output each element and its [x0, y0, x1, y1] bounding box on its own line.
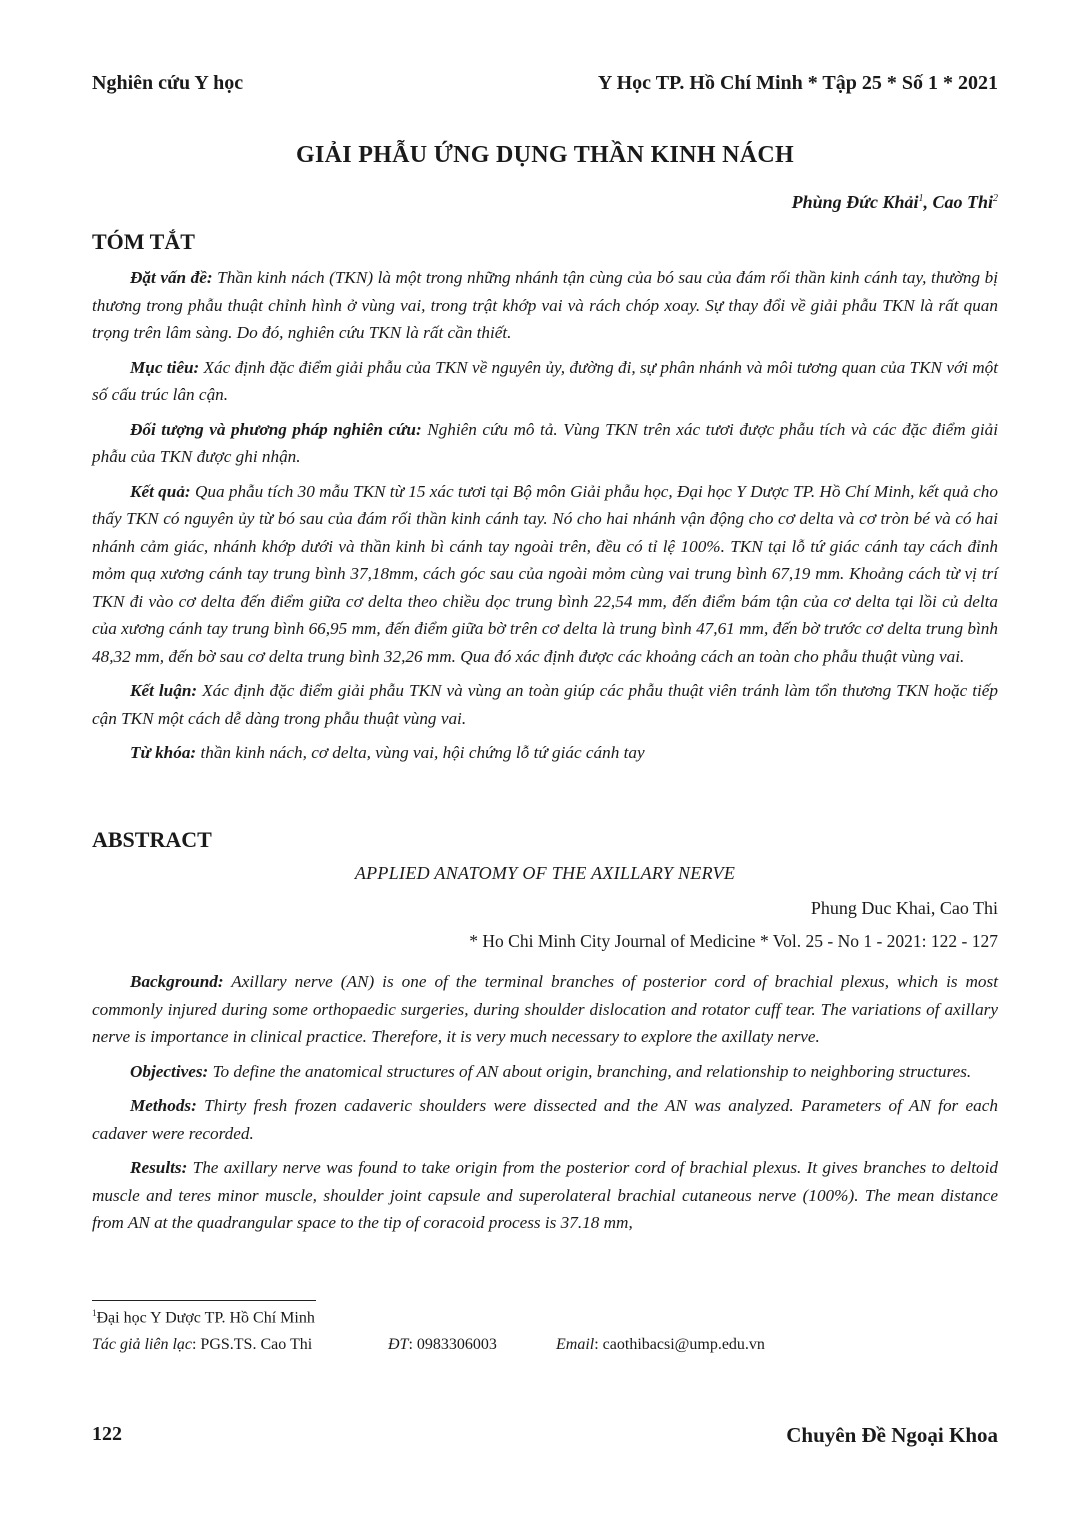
abstract-objectives-label: Objectives: [130, 1061, 209, 1081]
article-authors [792, 192, 998, 213]
abstract-objectives [92, 1058, 998, 1086]
footnote-affil-marker: 1 [92, 1308, 97, 1318]
footnote-phone [388, 1336, 556, 1354]
footnote-email [556, 1336, 765, 1354]
running-header-right: Y Học TP. Hồ Chí Minh * Tập 25 * Số 1 * 2021 [597, 72, 998, 94]
summary-methods-text: Nghiên cứu mô tả. Vùng TKN trên xác tươi được phẫu tích và các đặc điểm giải phẫu của TKN được ghi nhận. [92, 419, 998, 466]
email-label: Email [556, 1336, 595, 1353]
contact-value: : PGS.TS. Cao Thi [191, 1336, 313, 1353]
author-1-affil: 1 [918, 193, 924, 204]
abstract-background [92, 968, 998, 1051]
phone-label: ĐT [388, 1336, 409, 1353]
page-number: 122 [92, 1423, 122, 1445]
summary-background-label: Đặt vấn đề: [130, 268, 213, 287]
summary-methods [92, 416, 998, 471]
summary-results [92, 478, 998, 671]
summary-results-label: Kết quả: [130, 481, 191, 501]
footnote-contact [92, 1336, 998, 1354]
running-footer-section: Chuyên Đề Ngoại Khoa [786, 1423, 998, 1447]
article-title: GIẢI PHẪU ỨNG DỤNG THẦN KINH NÁCH [296, 142, 794, 168]
abstract-authors: Phung Duc Khai, Cao Thi [810, 898, 998, 918]
abstract-citation: * Ho Chi Minh City Journal of Medicine * Vol. 25 - No 1 - 2021: 122 - 127 [469, 931, 998, 951]
email-value[interactable]: : caothibacsi@ump.edu.vn [594, 1336, 765, 1353]
running-header-left: Nghiên cứu Y học [92, 72, 244, 94]
author-2: Cao Thi [932, 192, 993, 212]
summary-vi-body [92, 264, 998, 767]
summary-keywords-text: thần kinh nách, cơ delta, vùng vai, hội chứng lỗ tứ giác cánh tay [196, 743, 645, 762]
footnote-contact-author [92, 1336, 388, 1354]
abstract-background-label: Background: [130, 972, 224, 991]
abstract-results [92, 1154, 998, 1237]
abstract-methods [92, 1092, 998, 1147]
phone-value: : 0983306003 [408, 1336, 497, 1353]
summary-conclusion-label: Kết luận: [130, 681, 198, 700]
abstract-heading: ABSTRACT [92, 827, 212, 852]
summary-conclusion-text: Xác định đặc điểm giải phẫu TKN và vùng an toàn giúp các phẫu thuật viên tránh làm tổn thương TKN hoặc tiếp cận TKN một cách dễ dàng trong phẫu thuật vùng vai. [92, 681, 999, 728]
author-2-affil: 2 [993, 193, 998, 204]
summary-objectives-label: Mục tiêu: [130, 357, 200, 377]
abstract-results-text: The axillary nerve was found to take origin from the posterior cord of brachial plexus. It gives branches to deltoid muscle and teres minor muscle, shoulder joint capsule and superolateral brachial cutaneous nerve (100%). The mean distance from AN at the quadrangular space to the tip of coracoid process is 37.18 mm, [92, 1158, 998, 1232]
author-separator: , [923, 192, 933, 212]
summary-conclusion [92, 677, 998, 732]
abstract-en-body [92, 968, 998, 1237]
summary-heading: TÓM TẮT [92, 229, 195, 254]
summary-keywords [92, 739, 998, 767]
abstract-objectives-text: To define the anatomical structures of AN about origin, branching, and relationship to neighboring structures. [208, 1061, 972, 1081]
summary-background-text: Thần kinh nách (TKN) là một trong những nhánh tận cùng của bó sau của đám rối thần kinh cánh tay, thường bị thương trong phẫu thuật chỉnh hình ở vùng vai, trong trật khớp vai và rách chóp xoay. Sự thay đổi về giải phẫu TKN là rất quan trọng trên lâm sàng. Do đó, nghiên cứu TKN là rất cần thiết. [92, 268, 998, 342]
summary-objectives-text: Xác định đặc điểm giải phẫu của TKN về nguyên ủy, đường đi, sự phân nhánh và môi tương quan của TKN với một số cấu trúc lân cận. [92, 357, 998, 404]
contact-label: Tác giả liên lạc [92, 1336, 192, 1353]
abstract-methods-text: Thirty fresh frozen cadaveric shoulders were dissected and the AN was analyzed. Parameters of AN for each cadaver were recorded. [92, 1096, 998, 1143]
summary-objectives [92, 354, 998, 409]
footnote-affil-text: Đại học Y Dược TP. Hồ Chí Minh [96, 1309, 315, 1327]
summary-keywords-label: Từ khóa: [130, 743, 197, 762]
author-1: Phùng Đức Khải [791, 192, 919, 212]
abstract-background-text: Axillary nerve (AN) is one of the terminal branches of posterior cord of brachial plexus, which is most commonly injured during some orthopaedic surgeries, during shoulder dislocation and rotator cuff tear. The variations of axillary nerve is importance in clinical practice. Therefore, it is very much necessary to explore the axillaty nerve. [92, 972, 998, 1046]
summary-methods-label: Đối tượng và phương pháp nghiên cứu: [130, 419, 422, 439]
abstract-methods-label: Methods: [130, 1096, 197, 1115]
footnote-affiliation [92, 1308, 315, 1327]
abstract-title: APPLIED ANATOMY OF THE AXILLARY NERVE [354, 863, 736, 883]
summary-background [92, 264, 998, 347]
abstract-results-label: Results: [130, 1158, 188, 1177]
summary-results-text: Qua phẫu tích 30 mẫu TKN từ 15 xác tươi tại Bộ môn Giải phẫu học, Đại học Y Dược TP. Hồ Chí Minh, kết quả cho thấy TKN có nguyên ủy từ bó sau của đám rối thần kinh cánh tay. Nó cho hai nhánh vận động cho cơ delta và cơ tròn bé và có hai nhánh cảm giác, nhánh khớp dưới và thần kinh bì cánh tay ngoài trên, đều có tỉ lệ 100%. TKN tại lỗ tứ giác cánh tay cách đỉnh mỏm quạ xương cánh tay trung bình 37,18mm, cách góc sau của ngoài mỏm cùng vai trung bình 67,19 mm. Khoảng cách từ vị trí TKN đi vào cơ delta đến điểm giữa cơ delta theo chiều dọc trung bình 22,54 mm, đến điểm bám tận của cơ delta tại lồi củ delta của xương cánh tay trung bình 66,95 mm, đến điểm giữa bờ trên cơ delta là trung bình 47,61 mm, đến bờ trước cơ delta trung bình 48,32 mm, đến bờ sau cơ delta trung bình 32,26 mm. Qua đó xác định được các khoảng cách an toàn cho phẫu thuật vùng vai. [92, 481, 998, 666]
footnote-divider [92, 1300, 316, 1301]
